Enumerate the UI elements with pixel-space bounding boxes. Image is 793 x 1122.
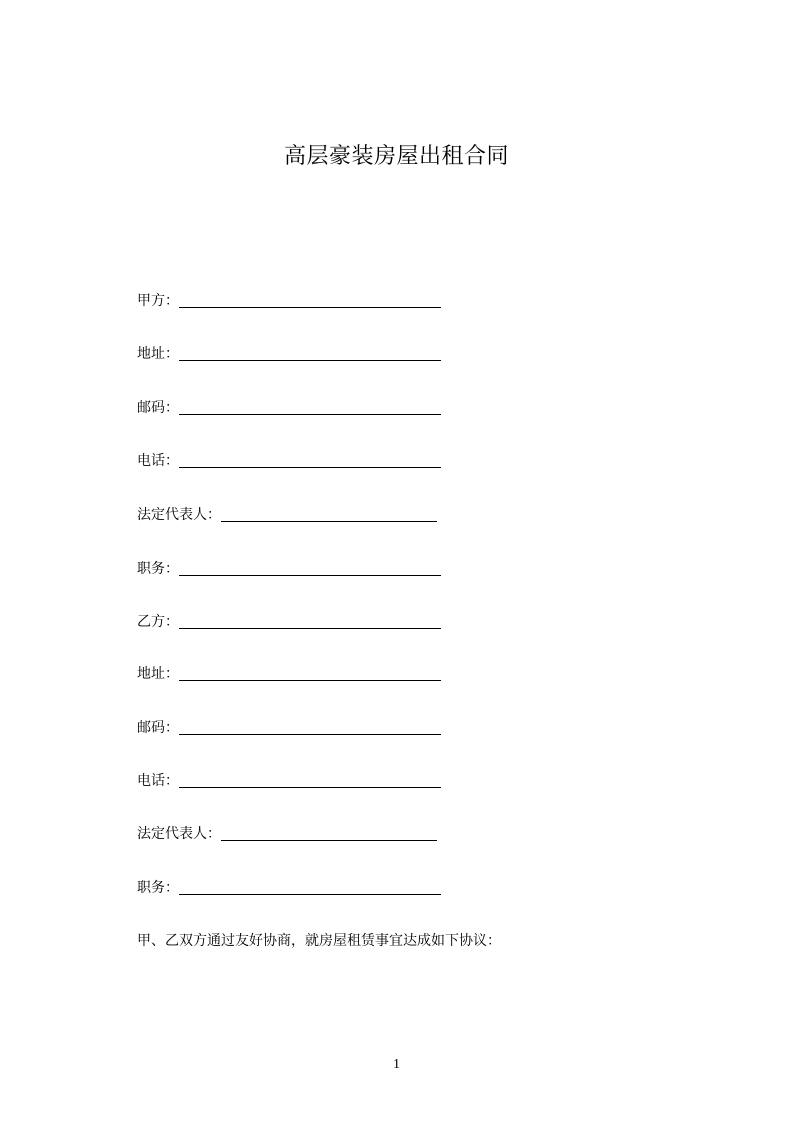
document-title: 高层豪装房屋出租合同	[283, 144, 509, 169]
party-a-position-label: 职务：	[137, 561, 179, 577]
party-b-postcode-label: 邮码：	[137, 720, 179, 736]
party-b-postcode-field	[137, 716, 441, 738]
party-b-position-field	[137, 876, 441, 898]
party-a-postcode-field	[137, 396, 441, 418]
party-b-address-label: 地址：	[137, 666, 179, 682]
party-a-phone-field	[137, 449, 441, 471]
party-a-legal-rep-blank-line[interactable]	[221, 505, 437, 522]
party-a-phone-label: 电话：	[137, 453, 179, 469]
party-b-phone-field	[137, 769, 441, 791]
party-b-address-blank-line[interactable]	[179, 664, 441, 681]
page-number: 1	[393, 1057, 400, 1072]
party-a-position-field	[137, 557, 441, 579]
party-b-address-field	[137, 662, 441, 684]
agreement-statement: 甲、乙双方通过友好协商，就房屋租赁事宜达成如下协议：	[137, 933, 501, 949]
party-a-address-field	[137, 342, 441, 364]
party-a-position-blank-line[interactable]	[179, 559, 441, 576]
party-a-field	[137, 289, 441, 311]
party-a-legal-rep-label: 法定代表人：	[137, 507, 221, 523]
party-b-position-label: 职务：	[137, 880, 179, 896]
party-b-legal-rep-blank-line[interactable]	[221, 824, 437, 841]
party-a-phone-blank-line[interactable]	[179, 451, 441, 468]
party-b-legal-rep-field	[137, 822, 437, 844]
party-b-label: 乙方：	[137, 614, 179, 630]
party-a-legal-rep-field	[137, 503, 437, 525]
party-b-phone-blank-line[interactable]	[179, 771, 441, 788]
party-b-blank-line[interactable]	[179, 612, 441, 629]
party-b-position-blank-line[interactable]	[179, 878, 441, 895]
party-a-address-blank-line[interactable]	[179, 344, 441, 361]
party-a-postcode-label: 邮码：	[137, 400, 179, 416]
party-a-label: 甲方：	[137, 293, 179, 309]
party-b-postcode-blank-line[interactable]	[179, 718, 441, 735]
party-a-postcode-blank-line[interactable]	[179, 398, 441, 415]
party-b-legal-rep-label: 法定代表人：	[137, 826, 221, 842]
party-a-address-label: 地址：	[137, 346, 179, 362]
party-b-field	[137, 610, 441, 632]
party-a-blank-line[interactable]	[179, 291, 441, 308]
party-b-phone-label: 电话：	[137, 773, 179, 789]
